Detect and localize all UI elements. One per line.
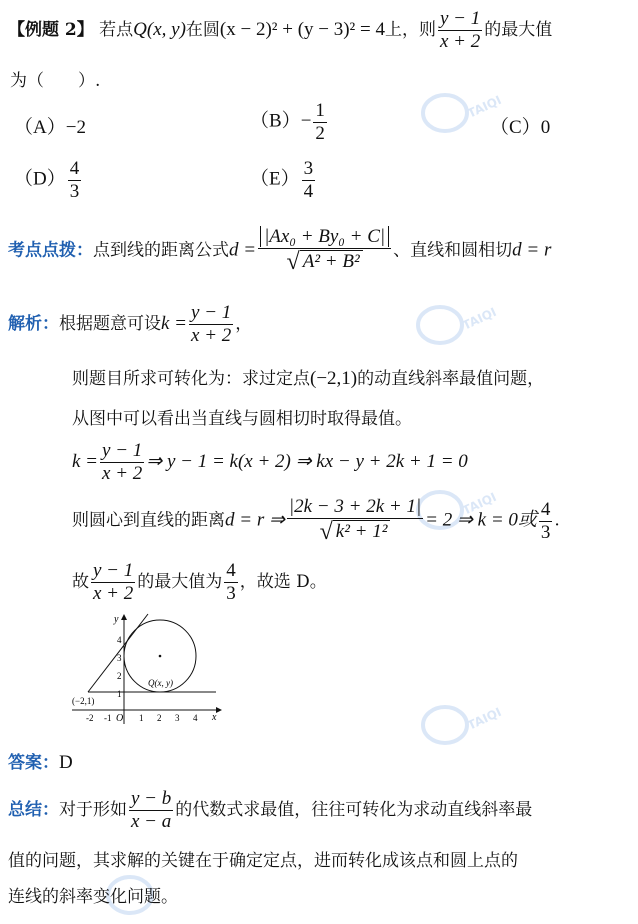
watermark-logo-icon <box>410 290 530 360</box>
option-b-num: 1 <box>315 100 325 121</box>
keypoint-label: 考点点拨： <box>8 240 93 261</box>
y-tick: 4 <box>117 635 122 645</box>
y-axis-label: y <box>114 614 119 625</box>
x-tick: 1 <box>139 713 144 723</box>
example-stem-line2: 为（ ）. <box>10 71 101 91</box>
summary-text-a: 对于形如 <box>59 799 127 820</box>
stem-fraction <box>438 8 482 53</box>
summary-text-b: 的代数式求最值，往往可转化为求动直线斜率最 <box>175 799 533 820</box>
watermark-logo-icon <box>415 690 535 760</box>
option-d-label: （D） <box>14 168 66 190</box>
y-axis-arrow-icon <box>121 614 127 620</box>
summary-den: x − a <box>131 810 172 832</box>
origin-label: O <box>116 713 124 724</box>
summary-num: y − b <box>131 788 172 809</box>
keypoint-den-wrap <box>258 249 391 277</box>
stem-frac-den: x + 2 <box>439 30 481 52</box>
eq1-fraction <box>100 440 144 485</box>
circle-center <box>159 655 162 658</box>
eq3-a: 故 <box>72 571 89 592</box>
analysis-line3: 从图中可以看出当直线与圆相切时取得最值。 <box>72 409 412 429</box>
analysis-text1: 根据题意可设 <box>59 313 161 334</box>
stem-frac-num: y − 1 <box>439 8 481 29</box>
option-e-den: 4 <box>303 180 314 202</box>
svg-text:TAIQI: TAIQI <box>460 489 499 518</box>
option-e-label: （E） <box>250 168 300 190</box>
x-tick: 4 <box>193 713 198 723</box>
option-d-fraction <box>68 158 82 203</box>
option-a <box>14 112 86 139</box>
svg-text:TAIQI: TAIQI <box>465 92 504 121</box>
keypoint-text-a: 点到线的距离公式 <box>93 240 229 261</box>
analysis-label: 解析： <box>8 313 59 334</box>
keypoint-den: A² + B² <box>300 250 363 273</box>
option-a-value: −2 <box>65 117 86 138</box>
summary-label: 总结： <box>8 799 59 820</box>
eq2-end: . <box>554 510 560 531</box>
x-tick: -1 <box>104 713 112 723</box>
svg-text:TAIQI: TAIQI <box>465 704 504 733</box>
eq3-fraction <box>91 560 135 605</box>
eq2-a: d = r ⇒ <box>225 509 285 531</box>
analysis-k-end: ， <box>235 313 253 334</box>
eq2-fden: 3 <box>540 521 551 543</box>
eq2-text: 则圆心到直线的距离 <box>72 510 225 531</box>
analysis-eq1 <box>72 440 468 485</box>
answer-value: D <box>59 752 73 773</box>
option-a-label: （A） <box>14 117 66 138</box>
svg-text:TAIQI: TAIQI <box>460 304 499 333</box>
answer-line <box>8 748 73 774</box>
summary-line3: 连线的斜率变化问题。 <box>8 887 178 907</box>
option-b-sign: − <box>300 110 312 132</box>
stem-text-a: 若点 <box>99 19 134 40</box>
y-tick: 1 <box>117 689 122 699</box>
eq2-den: k² + 1² <box>333 520 391 543</box>
analysis-line2-b: 的动直线斜率最值问题， <box>357 369 545 389</box>
eq3-num: y − 1 <box>93 560 134 581</box>
x-tick: 3 <box>175 713 180 723</box>
eq2-den-wrap <box>287 519 423 547</box>
eq2-fraction <box>287 496 423 546</box>
analysis-k-den: x + 2 <box>191 324 232 346</box>
stem-circle-eq: (x − 2)² + (y − 3)² = 4 <box>219 18 385 40</box>
keypoint-text-b: 、直线和圆相切 <box>393 240 513 261</box>
sqrt-sign-icon: √ <box>319 518 333 545</box>
eq1-den: x + 2 <box>102 462 143 484</box>
option-e-num: 3 <box>303 158 314 179</box>
point-q-label: Q(x, y) <box>148 678 173 688</box>
stem-text-b: 在圆 <box>185 19 220 40</box>
option-b-den: 2 <box>315 122 325 144</box>
analysis-k-lhs: k = <box>161 312 188 334</box>
circle-tangent-figure <box>66 612 226 728</box>
keypoint-num: |Ax₀ + By₀ + C| <box>260 226 389 247</box>
option-c-label: （C） <box>490 117 541 138</box>
analysis-k-fraction <box>189 302 233 347</box>
option-e-fraction <box>302 158 316 203</box>
y-tick: 3 <box>117 653 122 663</box>
option-d <box>14 158 83 203</box>
keypoint-tail: d = r <box>512 239 552 261</box>
stem-text-d: 的最大值 <box>484 19 553 40</box>
eq3-b: 的最大值为 <box>137 571 223 592</box>
example-stem-line1 <box>8 8 552 53</box>
eq3-fden: 3 <box>226 582 236 604</box>
summary-line1 <box>8 788 532 833</box>
summary-line2: 值的问题，其求解的关键在于确定定点，进而转化成该点和圆上点的 <box>8 851 518 871</box>
analysis-fixed-point: (−2,1) <box>310 368 358 389</box>
eq2-fnum: 4 <box>540 498 551 520</box>
analysis-k-num: y − 1 <box>191 302 232 323</box>
x-axis-arrow-icon <box>216 707 222 713</box>
option-e <box>250 158 317 203</box>
option-b <box>250 100 329 145</box>
keypoint-lhs: d = <box>229 239 257 261</box>
keypoint-num-wrap <box>258 226 391 249</box>
option-d-den: 3 <box>69 180 80 202</box>
eq2-b: = 2 ⇒ k = 0或 <box>425 509 537 531</box>
x-tick: -2 <box>86 713 94 723</box>
eq3-fnum: 4 <box>226 560 236 581</box>
keypoint-line <box>8 226 551 276</box>
x-tick: 2 <box>157 713 162 723</box>
eq2-result-fraction <box>539 499 553 544</box>
answer-label: 答案： <box>8 753 59 773</box>
eq2-num: |2k − 3 + 2k + 1| <box>288 496 422 517</box>
eq3-den: x + 2 <box>93 582 134 604</box>
option-b-fraction <box>313 100 327 145</box>
option-b-label: （B） <box>250 110 301 132</box>
analysis-line2-a: 则题目所求可转化为：求过定点 <box>72 369 310 389</box>
eq1-lhs: k = <box>72 450 99 472</box>
analysis-eq2 <box>72 496 560 546</box>
analysis-line1 <box>8 302 252 347</box>
stem-point: Q(x, y) <box>133 18 186 40</box>
keypoint-fraction <box>258 226 391 276</box>
fixed-point-label: (−2,1) <box>72 696 95 706</box>
option-c-value: 0 <box>540 117 551 138</box>
y-tick: 2 <box>117 671 122 681</box>
option-d-num: 4 <box>69 158 80 179</box>
eq3-result-fraction <box>224 560 238 605</box>
sqrt-sign-icon: √ <box>286 248 300 275</box>
analysis-line2 <box>72 364 544 390</box>
option-c <box>490 112 550 139</box>
summary-fraction <box>129 788 173 833</box>
eq3-c: ，故选 D。 <box>239 571 327 592</box>
example-label: 【例题 2】 <box>8 19 94 40</box>
stem-text-c: 上，则 <box>384 19 436 40</box>
analysis-eq3 <box>72 560 327 605</box>
x-axis-label: x <box>212 712 217 723</box>
eq1-rest: ⇒ y − 1 = k(x + 2) ⇒ kx − y + 2k + 1 = 0 <box>146 450 468 472</box>
eq1-num: y − 1 <box>102 440 143 461</box>
